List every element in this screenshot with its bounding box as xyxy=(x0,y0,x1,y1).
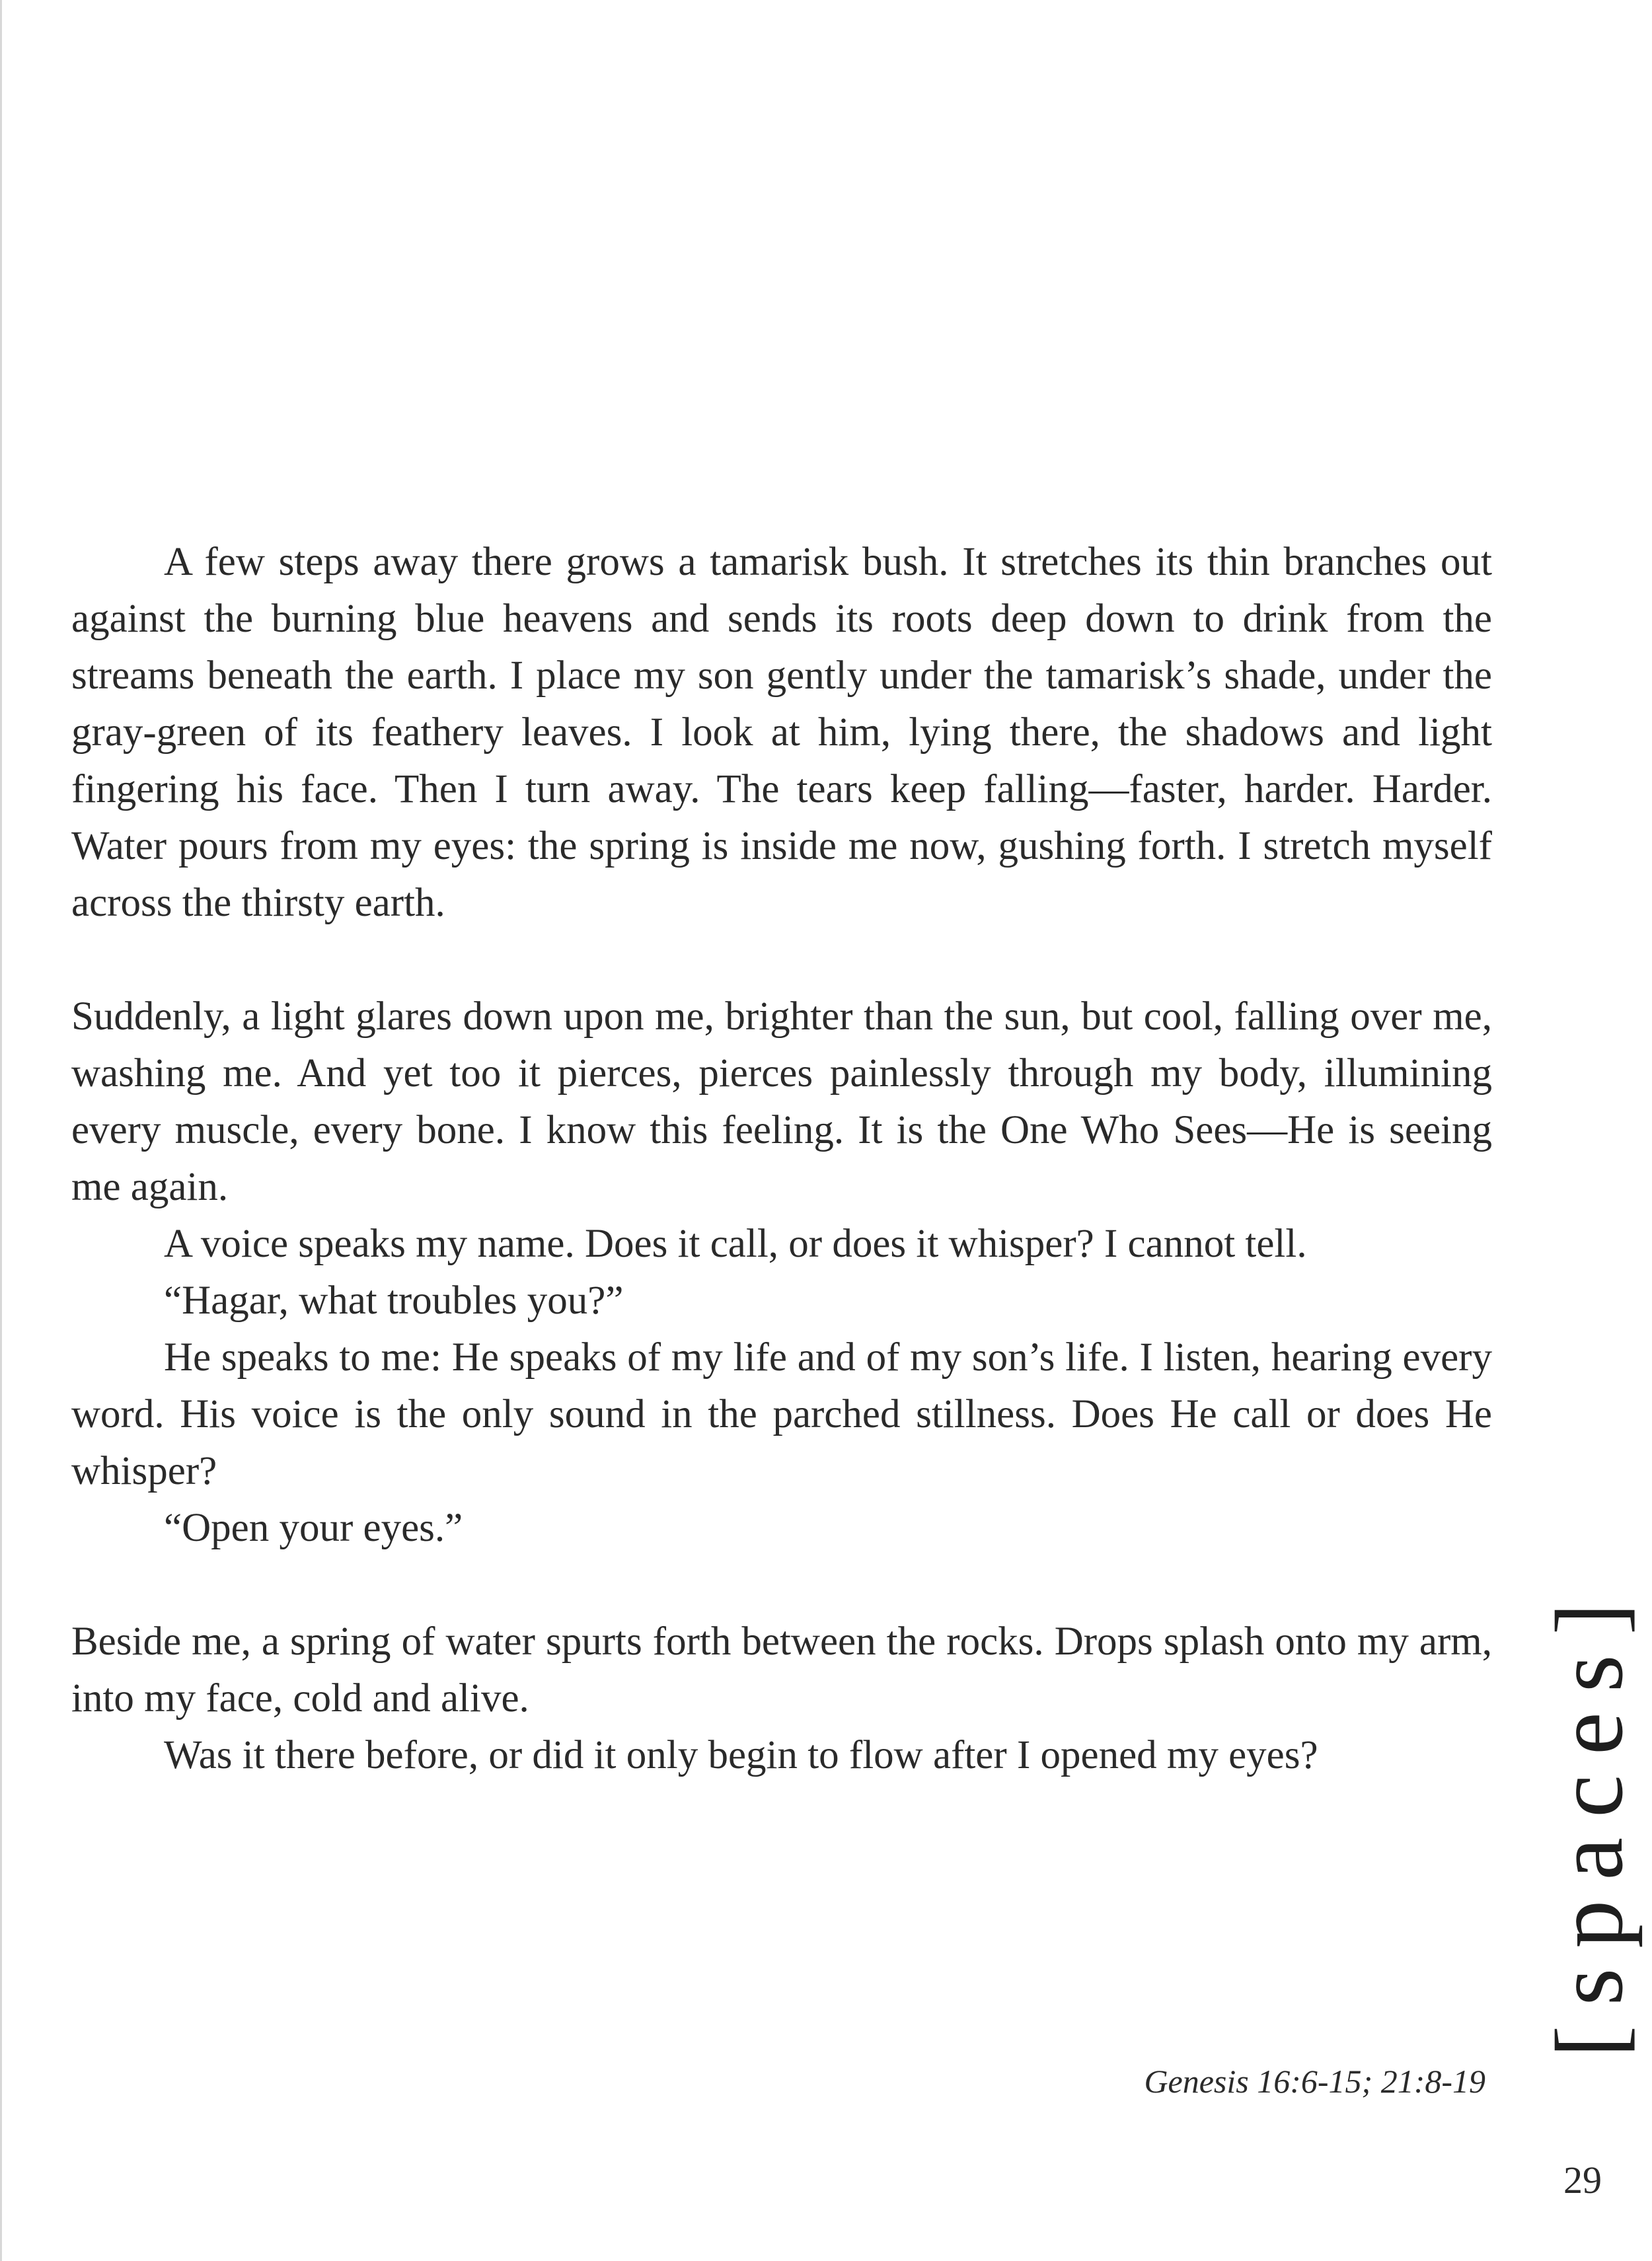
paragraph-voice: A voice speaks my name. Does it call, or does it whisper? I cannot tell. xyxy=(164,1222,1307,1266)
paragraph-open-eyes: “Open your eyes.” xyxy=(164,1506,463,1550)
scripture-citation: Genesis 16:6-15; 21:8-19 xyxy=(1144,2063,1485,2100)
paragraph-light: Suddenly, a light glares down upon me, brighter than the sun, but cool, falling over me, washing me. And yet too it pierces, pierces painlessly through my body, illumining every muscle, every bone. I know this feeling. It is the One Who Sees—He is seeing me again. xyxy=(71,994,1492,1209)
story-text xyxy=(71,534,1492,1784)
page-number: 29 xyxy=(1563,2159,1602,2202)
paragraph-he-speaks: He speaks to me: He speaks of my life and of my son’s life. I listen, hearing every word. His voice is the only sound in the parched stillness. Does He call or does He whisper? xyxy=(71,1335,1492,1493)
paragraph-question: “Hagar, what troubles you?” xyxy=(164,1279,624,1323)
section-break xyxy=(71,1557,1492,1613)
section-break xyxy=(71,932,1492,988)
paragraph-spring: Beside me, a spring of water spurts forth between the rocks. Drops splash onto my arm, into my face, cold and alive. xyxy=(71,1619,1492,1721)
paragraph-tamarisk: A few steps away there grows a tamarisk bush. It stretches its thin branches out against the burning blue heavens and sends its roots deep down to drink from the streams beneath the earth. I place my son gently under the tamarisk’s shade, under the gray-green of its feathery leaves. I look at him, lying there, the shadows and light fingering his face. Then I turn away. The tears keep falling—faster, harder. Harder. Water pours from my eyes: the spring is inside me now, gushing forth. I stretch myself across the thirsty earth. xyxy=(71,540,1492,925)
section-tab xyxy=(1536,1516,1643,2124)
page-edge xyxy=(0,0,2,2261)
paragraph-closing-question: Was it there before, or did it only begin to flow after I opened my eyes? xyxy=(164,1733,1318,1777)
section-tab-label: [spaces] xyxy=(1536,1582,1643,2058)
